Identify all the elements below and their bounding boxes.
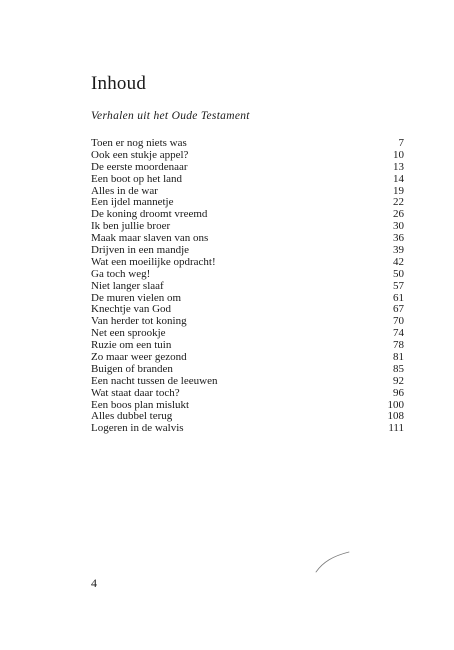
toc-entry (91, 388, 404, 400)
toc-entry (91, 162, 404, 174)
toc-entry-page: 96 (393, 386, 404, 399)
toc-entry-page: 50 (393, 267, 404, 280)
toc-entry-page: 108 (387, 410, 404, 423)
toc-entry (91, 423, 404, 435)
toc-entry (91, 257, 404, 269)
toc-entry (91, 269, 404, 281)
toc-entry-page: 19 (393, 184, 404, 197)
toc-entry (91, 281, 404, 293)
toc-entry-page: 22 (393, 196, 404, 209)
toc-entry-title: Drijven in een mandje (91, 244, 190, 257)
toc-entry-title: Knechtje van God (91, 303, 172, 316)
toc-entry-title: Ook een stukje appel? (91, 148, 189, 161)
toc-entry-page: 81 (393, 351, 404, 364)
toc-entry-title: Wat een moeilijke opdracht! (91, 255, 216, 268)
toc-entry-title: Een ijdel mannetje (91, 196, 174, 209)
toc-entry-title: Van herder tot koning (91, 315, 187, 328)
toc-entry-page: 67 (393, 303, 404, 316)
toc-entry-title: De muren vielen om (91, 291, 182, 304)
toc-entry-title: Toen er nog niets was (91, 137, 187, 149)
toc-entry (91, 174, 404, 186)
toc-entry-page: 10 (393, 148, 404, 161)
toc-entry-title: Buigen of branden (91, 362, 173, 375)
page-title: Inhoud (91, 72, 147, 94)
toc-entry-page: 36 (393, 232, 404, 245)
toc-entry-title: Maak maar slaven van ons (91, 232, 209, 245)
toc-entry-page: 30 (393, 220, 404, 233)
table-of-contents (91, 138, 404, 435)
toc-entry-title: Zo maar weer gezond (91, 351, 187, 364)
toc-entry (91, 376, 404, 388)
toc-entry-page: 92 (393, 374, 404, 387)
toc-entry (91, 150, 404, 162)
toc-entry-page: 100 (387, 398, 404, 411)
toc-entry-page: 13 (393, 160, 404, 173)
toc-entry-page: 74 (393, 327, 404, 340)
toc-entry-title: Alles dubbel terug (91, 410, 173, 423)
section-heading: Verhalen uit het Oude Testament (91, 110, 250, 122)
toc-entry-title: Ik ben jullie broer (91, 220, 171, 233)
toc-entry-page: 70 (393, 315, 404, 328)
toc-entry-page: 57 (393, 279, 404, 292)
toc-entry-title: Een boot op het land (91, 172, 183, 185)
toc-entry-page: 85 (393, 362, 404, 375)
toc-entry-title: Ruzie om een tuin (91, 339, 172, 352)
toc-entry-page: 78 (393, 339, 404, 352)
toc-entry-title: Logeren in de walvis (91, 422, 184, 435)
toc-entry-title: Net een sprookje (91, 327, 166, 340)
toc-entry-title: Niet langer slaaf (91, 279, 164, 292)
toc-entry-page: 61 (393, 291, 404, 304)
toc-entry-title: De eerste moordenaar (91, 160, 188, 173)
toc-entry-page: 111 (388, 422, 404, 435)
toc-entry-title: De koning droomt vreemd (91, 208, 208, 221)
toc-entry-page: 7 (398, 137, 404, 149)
toc-entry-page: 26 (393, 208, 404, 221)
toc-entry-page: 42 (393, 255, 404, 268)
toc-entry-title: Wat staat daar toch? (91, 386, 180, 399)
toc-entry-title: Een boos plan mislukt (91, 398, 190, 411)
toc-entry-page: 39 (393, 244, 404, 257)
toc-entry-title: Ga toch weg! (91, 267, 151, 280)
toc-entry-page: 14 (393, 172, 404, 185)
page-number: 4 (91, 576, 97, 590)
toc-entry-title: Een nacht tussen de leeuwen (91, 374, 218, 387)
toc-entry-title: Alles in de war (91, 184, 158, 197)
